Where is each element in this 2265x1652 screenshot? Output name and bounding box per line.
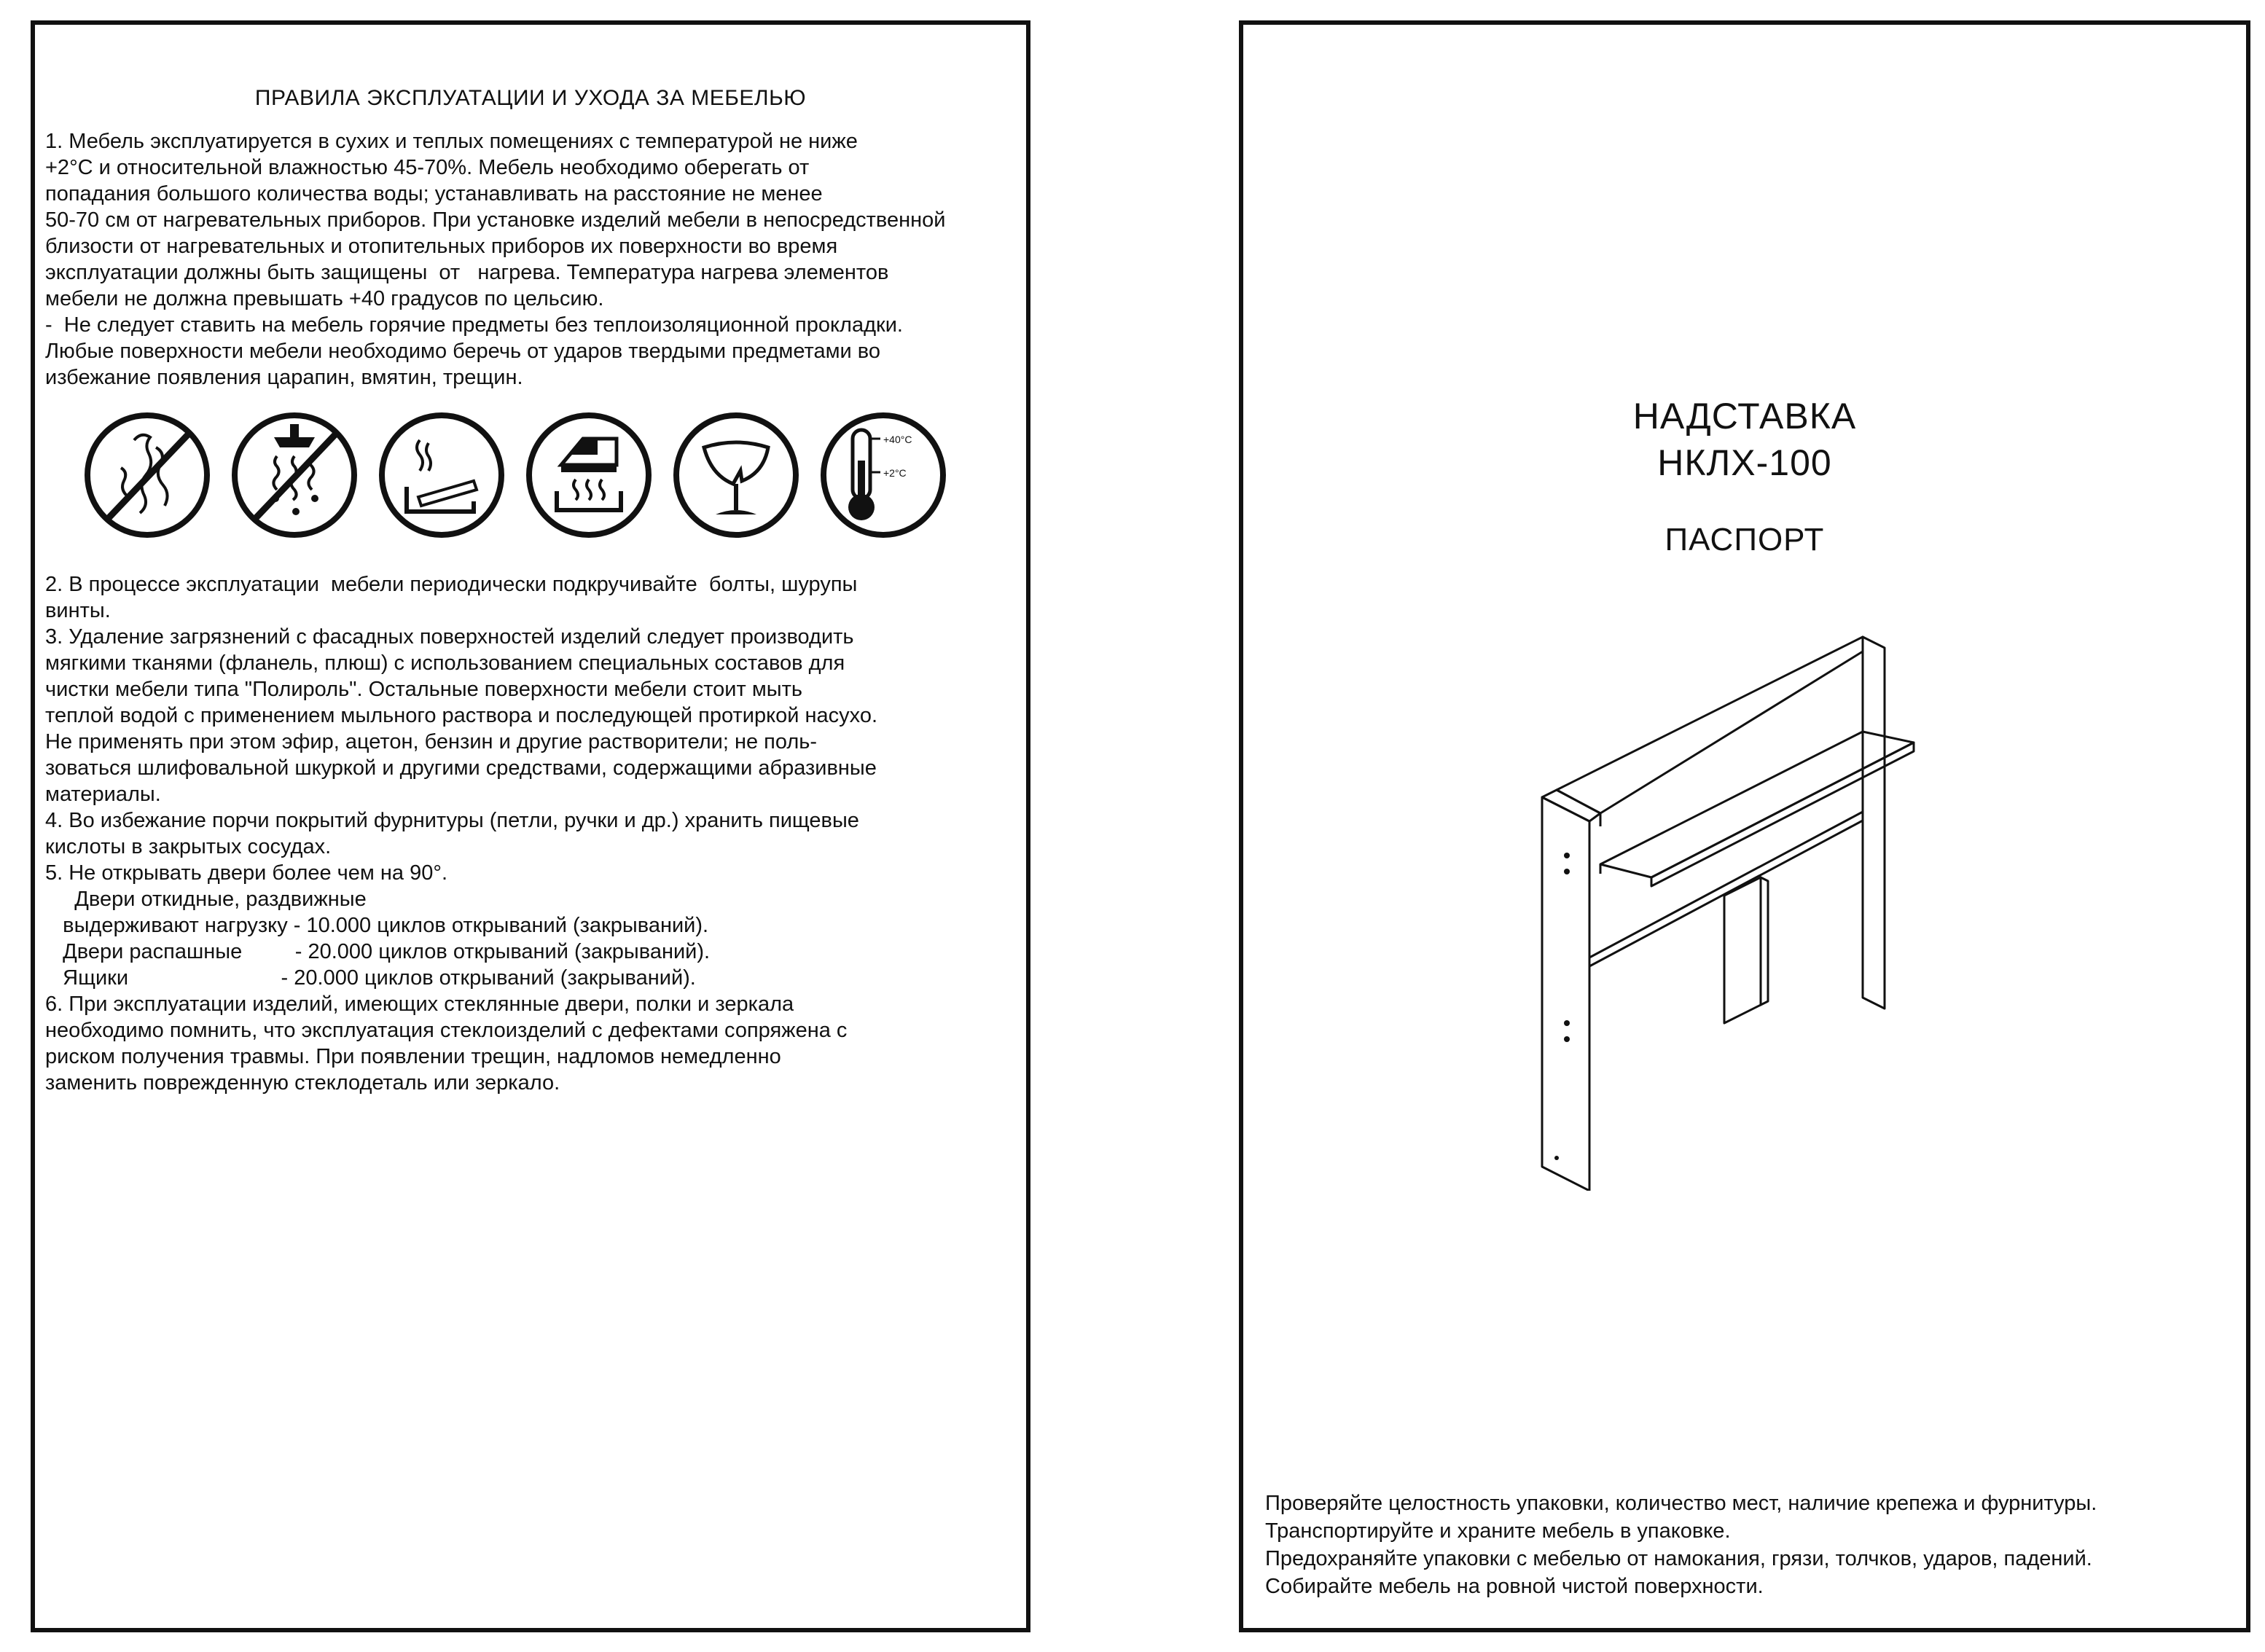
no-cigarette-icon — [378, 411, 506, 539]
rules-line: риском получения травмы. При появлении трещин, надломов немедленно — [45, 1045, 781, 1068]
rules-line: мягкими тканями (фланель, плюш) с использованием специальных составов для — [45, 651, 845, 675]
rules-line: Не применять при этом эфир, ацетон, бензин и другие растворители; не поль- — [45, 730, 818, 753]
thermometer-icon — [819, 411, 947, 539]
rules-title: ПРАВИЛА ЭКСПЛУАТАЦИИ И УХОДА ЗА МЕБЕЛЬЮ — [254, 86, 807, 110]
document-type: ПАСПОРТ — [1664, 522, 1825, 557]
rules-line: - Не следует ставить на мебель горячие предметы без теплоизоляционной прокладки. — [45, 313, 903, 337]
no-iron-heat-icon — [525, 411, 653, 539]
care-icons-row — [83, 411, 1001, 557]
no-broken-glass-icon — [672, 411, 800, 539]
rules-line: избежание появления царапин, вмятин, трещин. — [45, 366, 523, 389]
rules-line: зоваться шлифовальной шкуркой и другими средствами, содержащими абразивные — [45, 756, 877, 780]
rules-line: попадания большого количества воды; устанавливать на расстояние не менее — [45, 182, 823, 205]
rules-line: винты. — [45, 599, 111, 622]
rules-line: 3. Удаление загрязнений с фасадных поверхностей изделий следует производить — [45, 625, 854, 649]
rules-section-2 — [45, 571, 1029, 1096]
furniture-illustration — [1520, 615, 2001, 1191]
rules-line: чистки мебели типа "Полироль". Остальные поверхности мебели стоит мыть — [45, 678, 802, 701]
rules-line: выдерживают нагрузку - 10.000 циклов открываний (закрываний). — [45, 914, 709, 937]
handling-notes — [1265, 1489, 2242, 1600]
rules-line: необходимо помнить, что эксплуатация стеклоизделий с дефектами сопряжена с — [45, 1019, 848, 1042]
rules-line: мебели не должна превышать +40 градусов по цельсию. — [45, 287, 604, 310]
rules-line: 4. Во избежание порчи покрытий фурнитуры (петли, ручки и др.) хранить пищевые — [45, 809, 859, 832]
rules-line: Двери распашные - 20.000 циклов открываний (закрываний). — [45, 940, 711, 963]
note-line: Предохраняйте упаковки с мебелью от намокания, грязи, толчков, ударов, падений. — [1265, 1547, 2092, 1570]
rules-line: Двери откидные, раздвижные — [45, 888, 367, 911]
rules-line: 6. При эксплуатации изделий, имеющих стеклянные двери, полки и зеркала — [45, 993, 794, 1016]
thermo-lower-label: +2°C — [883, 467, 907, 479]
right-page — [1239, 20, 2250, 1632]
no-spray-icon — [83, 411, 211, 539]
rules-line: 2. В процессе эксплуатации мебели периодически подкручивайте болты, шурупы — [45, 573, 858, 596]
product-title: НАДСТАВКА — [1632, 396, 1857, 437]
rules-line: 5. Не открывать двери более чем на 90°. — [45, 861, 448, 885]
rules-line: заменить поврежденную стеклодеталь или зеркало. — [45, 1071, 560, 1095]
no-shower-water-icon — [230, 411, 359, 539]
note-line: Собирайте мебель на ровной чистой поверхности. — [1265, 1575, 1764, 1598]
note-line: Проверяйте целостность упаковки, количество мест, наличие крепежа и фурнитуры. — [1265, 1492, 2097, 1515]
rules-line: материалы. — [45, 783, 161, 806]
rules-line: Любые поверхности мебели необходимо беречь от ударов твердыми предметами во — [45, 340, 881, 363]
note-line: Транспортируйте и храните мебель в упаковке. — [1265, 1519, 1731, 1543]
rules-line: кислоты в закрытых сосудах. — [45, 835, 332, 858]
left-page — [31, 20, 1030, 1632]
rules-line: близости от нагревательных и отопительных приборов их поверхности во время — [45, 235, 838, 258]
rules-section-1 — [45, 128, 1029, 391]
rules-line: Ящики - 20.000 циклов открываний (закрываний). — [45, 966, 696, 990]
rules-line: теплой водой с применением мыльного раствора и последующей протиркой насухо. — [45, 704, 878, 727]
rules-line: 50-70 см от нагревательных приборов. При установке изделий мебели в непосредственной — [45, 208, 946, 232]
rules-line: +2°С и относительной влажностью 45-70%. Мебель необходимо оберегать от — [45, 156, 810, 179]
thermo-upper-label: +40°C — [883, 434, 912, 445]
rules-line: эксплуатации должны быть защищены от нагрева. Температура нагрева элементов — [45, 261, 889, 284]
rules-line: 1. Мебель эксплуатируется в сухих и теплых помещениях с температурой не ниже — [45, 130, 858, 153]
product-model: НКЛХ-100 — [1657, 442, 1832, 483]
